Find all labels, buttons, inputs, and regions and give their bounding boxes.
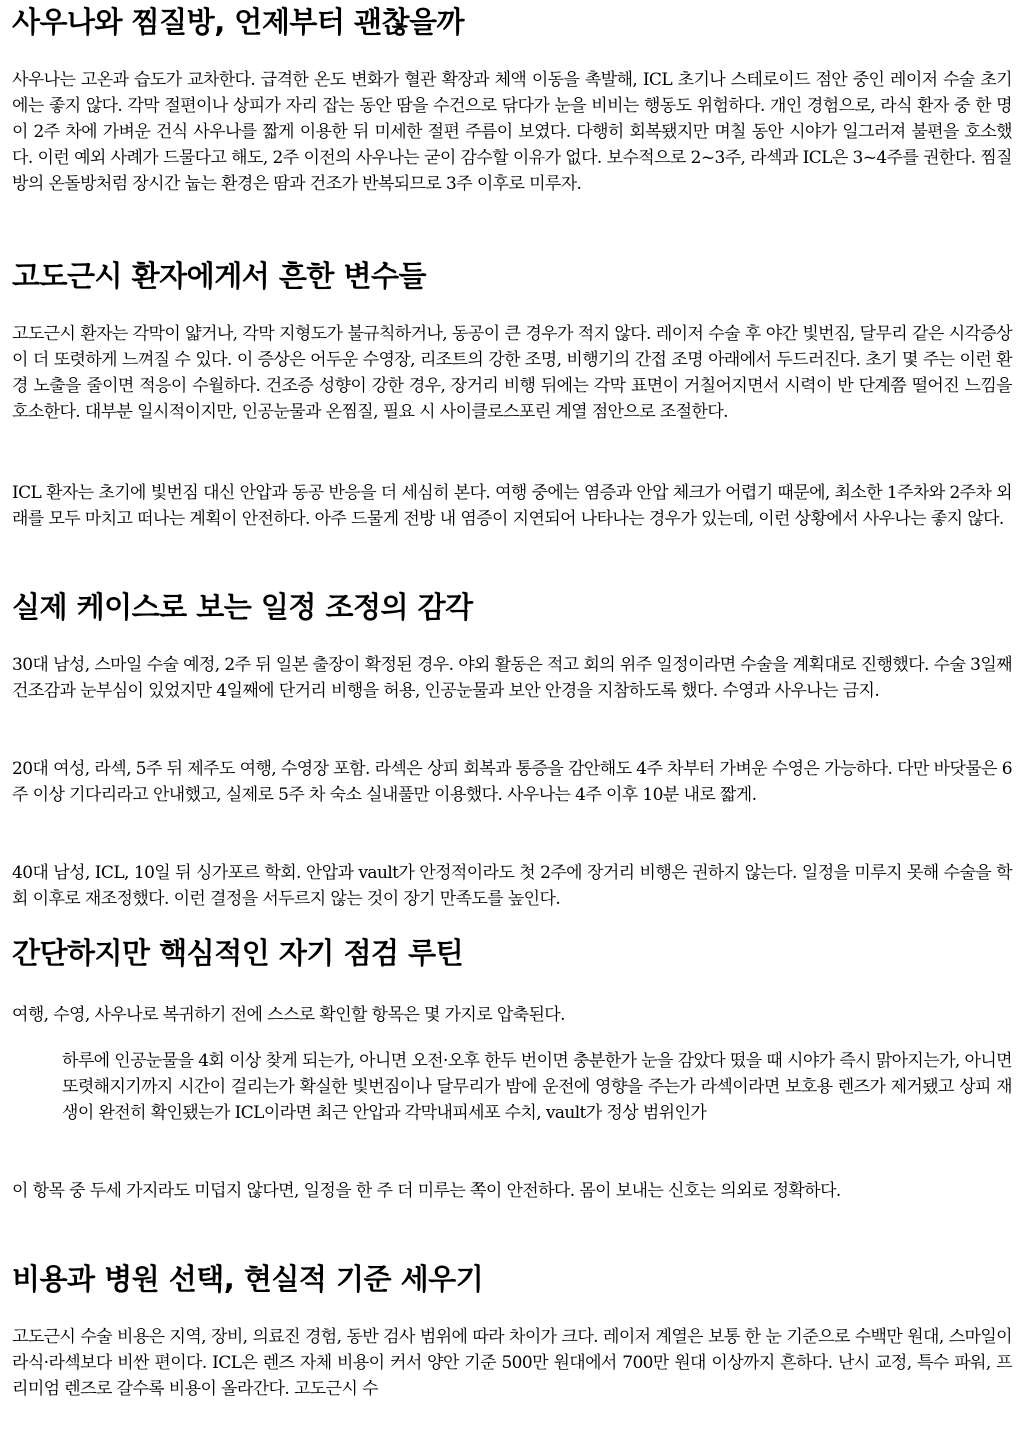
section-heading-cases: 실제 케이스로 보는 일정 조정의 감각 [12,590,473,624]
section-heading-cost: 비용과 병원 선택, 현실적 기준 세우기 [12,1262,484,1296]
self-check-list: 하루에 인공눈물을 4회 이상 찾게 되는가, 아니면 오전·오후 한두 번이면 충분한가 눈을 감았다 떴을 때 시야가 즉시 맑아지는가, 아니면 또렷해지기까지 시간이 걸리는가 확실한 빛번짐이나 달무리가 밤에 운전에 영향을 주는가 라섹이라면 보호용 렌즈가 제거됐고 상피 재생이 완전히 확인됐는가 ICL이라면 최근 안압과 각막내피세포 수치, vault가 정상 범위인가 [62,1051,1012,1123]
paragraph-icl-patients: ICL 환자는 초기에 빛번짐 대신 안압과 동공 반응을 더 세심히 본다. 여행 중에는 염증과 안압 체크가 어렵기 때문에, 최소한 1주차와 2주차 외래를 모두 마치고 떠나는 계획이 안전하다. 아주 드물게 전방 내 염증이 지연되어 나타나는 경우가 있는데, 이런 상황에서 사우나는 좋지 않다. [12,483,1012,529]
section-heading-self-check: 간단하지만 핵심적인 자기 점검 루틴 [12,936,464,970]
paragraph-high-myopia-variables: 고도근시 환자는 각막이 얇거나, 각막 지형도가 불규칙하거나, 동공이 큰 경우가 적지 않다. 레이저 수술 후 야간 빛번짐, 달무리 같은 시각증상이 더 또렷하게 느껴질 수 있다. 이 증상은 어두운 수영장, 리조트의 강한 조명, 비행기의 간접 조명 아래에서 두드러진다. 초기 몇 주는 이런 환경 노출을 줄이면 적응이 수월하다. 건조증 성향이 강한 경우, 장거리 비행 뒤에는 각막 표면이 거칠어지면서 시력이 반 단계쯤 떨어진 느낌을 호소한다. 대부분 일시적이지만, 인공눈물과 온찜질, 필요 시 사이클로스포린 계열 점안으로 조절한다. [12,324,1012,422]
paragraph-cost: 고도근시 수술 비용은 지역, 장비, 의료진 경험, 동반 검사 범위에 따라 차이가 크다. 레이저 계열은 보통 한 눈 기준으로 수백만 원대, 스마일이 라식·라섹보다 비싼 편이다. ICL은 렌즈 자체 비용이 커서 양안 기준 500만 원대에서 700만 원대 이상까지 흔하다. 난시 교정, 특수 파워, 프리미엄 렌즈로 갈수록 비용이 올라간다. 고도근시 수 [12,1327,1012,1399]
paragraph-self-check-outro: 이 항목 중 두세 가지라도 미덥지 않다면, 일정을 한 주 더 미루는 쪽이 안전하다. 몸이 보내는 신호는 의외로 정확하다. [12,1181,841,1201]
paragraph-case-icl: 40대 남성, ICL, 10일 뒤 싱가포르 학회. 안압과 vault가 안정적이라도 첫 2주에 장거리 비행은 권하지 않는다. 일정을 미루지 못해 수술을 학회 이후로 재조정했다. 이런 결정을 서두르지 않는 것이 장기 만족도를 높인다. [12,863,1012,909]
section-heading-sauna: 사우나와 찜질방, 언제부터 괜찮을까 [12,5,465,39]
paragraph-self-check-intro: 여행, 수영, 사우나로 복귀하기 전에 스스로 확인할 항목은 몇 가지로 압축된다. [12,1005,565,1025]
section-heading-variables: 고도근시 환자에게서 흔한 변수들 [12,259,426,293]
paragraph-case-lasek: 20대 여성, 라섹, 5주 뒤 제주도 여행, 수영장 포함. 라섹은 상피 회복과 통증을 감안해도 4주 차부터 가벼운 수영은 가능하다. 다만 바닷물은 6주 이상 기다리라고 안내했고, 실제로 5주 차 숙소 실내풀만 이용했다. 사우나는 4주 이후 10분 내로 짧게. [12,759,1012,805]
paragraph-sauna: 사우나는 고온과 습도가 교차한다. 급격한 온도 변화가 혈관 확장과 체액 이동을 촉발해, ICL 초기나 스테로이드 점안 중인 레이저 수술 초기에는 좋지 않다. 각막 절편이나 상피가 자리 잡는 동안 땀을 수건으로 닦다가 눈을 비비는 행동도 위험하다. 개인 경험으로, 라식 환자 중 한 명이 2주 차에 가벼운 건식 사우나를 짧게 이용한 뒤 미세한 절편 주름이 보였다. 다행히 회복됐지만 며칠 동안 시야가 일그러져 불편을 호소했다. 이런 예외 사례가 드물다고 해도, 2주 이전의 사우나는 굳이 감수할 이유가 없다. 보수적으로 2~3주, 라섹과 ICL은 3~4주를 권한다. 찜질방의 온돌방처럼 장시간 눕는 환경은 땀과 건조가 반복되므로 3주 이후로 미루자. [12,70,1012,194]
paragraph-case-smile: 30대 남성, 스마일 수술 예정, 2주 뒤 일본 출장이 확정된 경우. 야외 활동은 적고 회의 위주 일정이라면 수술을 계획대로 진행했다. 수술 3일째 건조감과 눈부심이 있었지만 4일째에 단거리 비행을 허용, 인공눈물과 보안 안경을 지참하도록 했다. 수영과 사우나는 금지. [12,655,1012,701]
